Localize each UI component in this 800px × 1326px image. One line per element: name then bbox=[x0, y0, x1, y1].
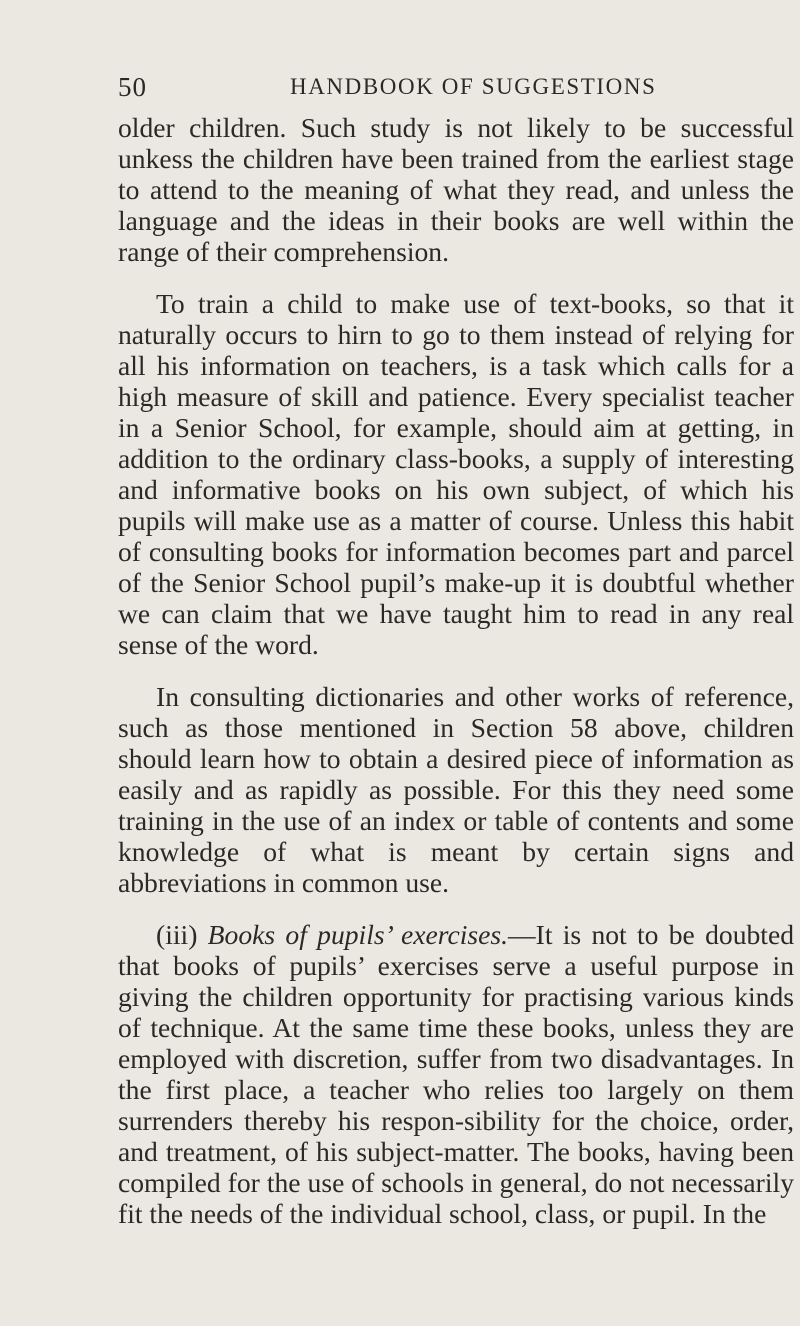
paragraph-text: In consulting dictionaries and other works of reference, such as those mentioned in Section 58 above, children should learn how to obtain a desired piece of information as easily and as rapidly as possible. For this they need some training in the use of an index or table of contents and some knowledge of what is meant by certain signs and abbreviations in common use. bbox=[118, 681, 794, 898]
paragraph-reference-works bbox=[118, 681, 794, 898]
paragraph-pupils-exercises bbox=[118, 919, 794, 1229]
paragraph-text: To train a child to make use of text-books, so that it naturally occurs to hirn to go to them instead of relying for all his information on teachers, is a task which calls for a high measure of skill and patience. Every specialist teacher in a Senior School, for example, should aim at getting, in addition to the ordinary class-books, a supply of interesting and informative books on his own subject, of which his pupils will make use as a matter of course. Unless this habit of consulting books for information becomes part and parcel of the Senior School pupil’s make-up it is doubtful whether we can claim that we have taught him to read in any real sense of the word. bbox=[118, 288, 794, 660]
paragraph-text-books bbox=[118, 288, 794, 660]
page-number: 50 bbox=[118, 72, 147, 102]
section-heading: Books of pupils’ exercises. bbox=[207, 919, 509, 950]
running-head: HANDBOOK OF SUGGESTIONS bbox=[290, 74, 657, 99]
paragraph-text: older children. Such study is not likely to be successful unkess the children have been trained from the earliest stage to attend to the meaning of what they read, and unless the language and the ideas in their books are well within the range of their comprehension. bbox=[118, 112, 794, 267]
page-header bbox=[118, 72, 800, 112]
body-text bbox=[118, 112, 794, 1229]
paragraph-text: —It is not to be doubted that books of pupils’ exercises serve a useful purpose in giving the children opportunity for practising various kinds of technique. At the same time these books, unless they are employed with discretion, suffer from two disadvantages. In the first place, a teacher who relies too largely on them surrenders thereby his respon-sibility for the choice, order, and treatment, of his subject-matter. The books, having been compiled for the use of schools in general, do not necessarily fit the needs of the individual school, class, or pupil. In the bbox=[118, 919, 794, 1229]
paragraph-continuation bbox=[118, 112, 794, 267]
section-label: (iii) bbox=[156, 919, 208, 950]
